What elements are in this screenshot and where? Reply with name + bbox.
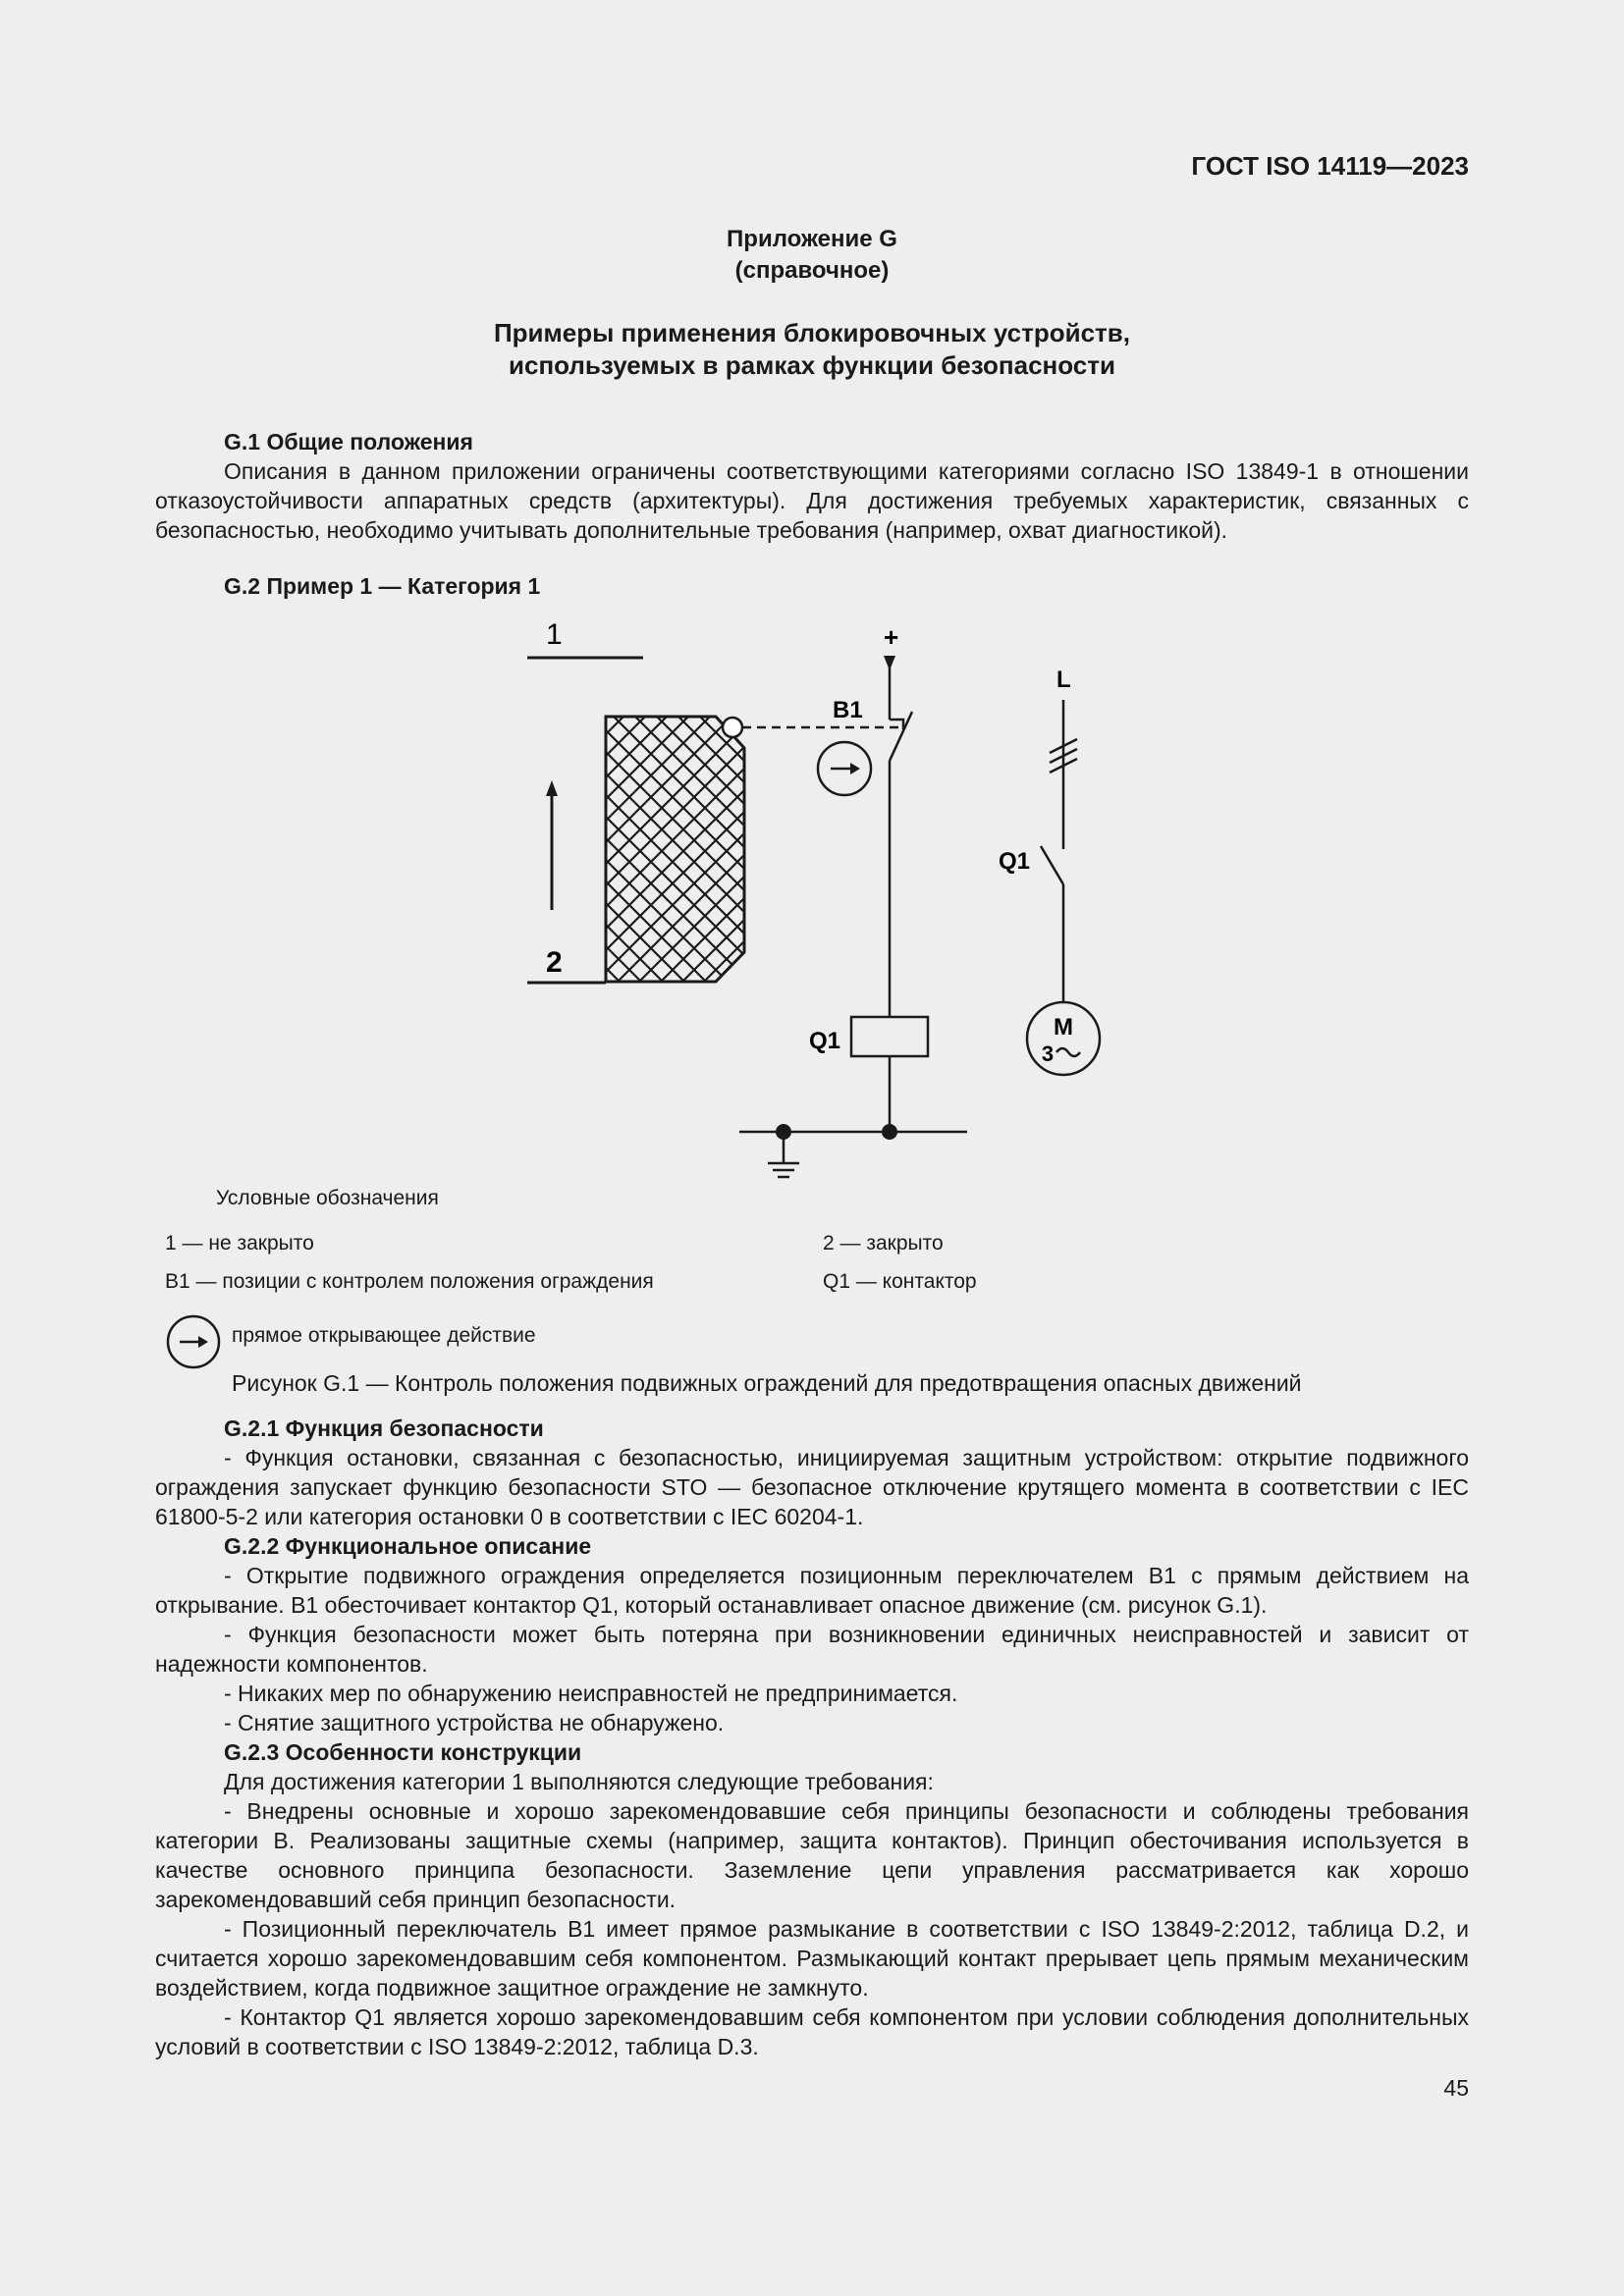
legend-item-2: 2 — закрыто <box>823 1232 944 1255</box>
label-q1-coil: Q1 <box>809 1028 841 1054</box>
section-g2 <box>155 571 1469 601</box>
legend-item-b1: B1 — позиции с контролем положения ограждения <box>165 1270 654 1293</box>
annex-title-line-2: используемых в рамках функции безопасности <box>509 350 1115 380</box>
document-id: ГОСТ ISO 14119—2023 <box>1191 151 1469 181</box>
q1-coil <box>851 1017 928 1056</box>
legend-direct-opening-icon <box>165 1313 222 1370</box>
label-not-closed: 1 <box>546 618 563 651</box>
figure-caption: Рисунок G.1 — Контроль положения подвижных ограждений для предотвращения опасных движений <box>232 1370 1302 1396</box>
section-g23-heading: G.2.3 Особенности конструкции <box>224 1739 582 1765</box>
legend-title: Условные обозначения <box>216 1187 439 1209</box>
section-g22-p3: - Никаких мер по обнаружению неисправностей не предпринимается. <box>224 1681 958 1706</box>
section-g21-heading: G.2.1 Функция безопасности <box>224 1415 544 1441</box>
movable-guard <box>606 717 744 982</box>
section-g23-p2: - Позиционный переключатель B1 имеет прямое размыкание в соответствии с ISO 13849-2:2012, таблица D.2, и считается хорошо зарекомендовавшим себя компонентом. Размыкающий контакт прерывает цепь прямым механическим воздействием, когда подвижное защитное ограждение не замкнуто. <box>155 1916 1469 2001</box>
label-closed: 2 <box>546 946 563 979</box>
annex-type: (справочное) <box>734 257 890 284</box>
annex-label: Приложение G <box>727 226 897 252</box>
section-g1-text: Описания в данном приложении ограничены соответствующими категориями согласно ISO 13849-1 в отношении отказоустойчивости аппаратных средств (архитектуры). Для достижения требуемых характеристик, связанных с безопасностью, необходимо учитывать дополнительные требования (например, охват диагностикой). <box>155 458 1469 543</box>
label-supply-plus: + <box>884 622 899 652</box>
section-g23-intro: Для достижения категории 1 выполняются следующие требования: <box>224 1769 934 1794</box>
motor-ac-tilde <box>1056 1048 1080 1056</box>
section-g1 <box>155 427 1469 545</box>
legend-item-1: 1 — не закрыто <box>165 1232 314 1255</box>
legend-symbol-text: прямое открывающее действие <box>232 1324 536 1347</box>
guard-actuator <box>723 718 742 737</box>
section-g22-p2: - Функция безопасности может быть потеряна при возникновении единичных неисправностей и зависит от надежности компонентов. <box>155 1622 1469 1677</box>
section-g21-text: - Функция остановки, связанная с безопасностью, инициируемая защитным устройством: открытие подвижного ограждения запускает функцию безопасности STO — безопасное отключение крутящего момента в соответствии с IEC 61800-5-2 или категория остановки 0 в соответствии с IEC 60204-1. <box>155 1445 1469 1529</box>
section-g22-heading: G.2.2 Функциональное описание <box>224 1533 592 1559</box>
label-b1: B1 <box>833 697 863 723</box>
section-g22-p1: - Открытие подвижного ограждения определяется позиционным переключателем B1 с прямым действием на открывание. B1 обесточивает контактор Q1, который останавливает опасное движение (см. рисунок G.1). <box>155 1563 1469 1618</box>
section-g22-p4: - Снятие защитного устройства не обнаружено. <box>224 1710 725 1735</box>
page-number: 45 <box>1443 2075 1469 2101</box>
circuit-diagram <box>511 614 1119 1193</box>
label-q1-contact: Q1 <box>999 848 1031 875</box>
sections-g21-g23 <box>155 1414 1469 2061</box>
q1-power-contact <box>1041 846 1063 884</box>
motor-m: M <box>1054 1014 1073 1041</box>
motor-phases: 3 <box>1041 1041 1055 1066</box>
movement-arrow-head <box>546 780 558 796</box>
section-g23-p1: - Внедрены основные и хорошо зарекомендовавшие себя принципы безопасности и соблюдены требования категории B. Реализованы защитные схемы (например, защита контактов). Принцип обесточивания используется в качестве основного принципа безопасности. Заземление цепи управления рассматривается как хорошо зарекомендовавший себя принцип безопасности. <box>155 1798 1469 1912</box>
label-l: L <box>1056 667 1071 693</box>
section-g23-p3: - Контактор Q1 является хорошо зарекомендовавшим себя компонентом при условии соблюдения дополнительных условий в соответствии с ISO 13849-2:2012, таблица D.3. <box>155 2004 1469 2059</box>
annex-title <box>0 317 1624 382</box>
annex-title-line-1: Примеры применения блокировочных устройств, <box>493 318 1130 347</box>
annex-heading <box>0 224 1624 287</box>
ground-node-right <box>882 1124 897 1140</box>
direct-opening-arrow-head <box>850 763 860 774</box>
section-g1-heading: G.1 Общие положения <box>224 429 473 454</box>
section-g2-heading: G.2 Пример 1 — Категория 1 <box>224 573 541 599</box>
legend-item-q1: Q1 — контактор <box>823 1270 977 1293</box>
